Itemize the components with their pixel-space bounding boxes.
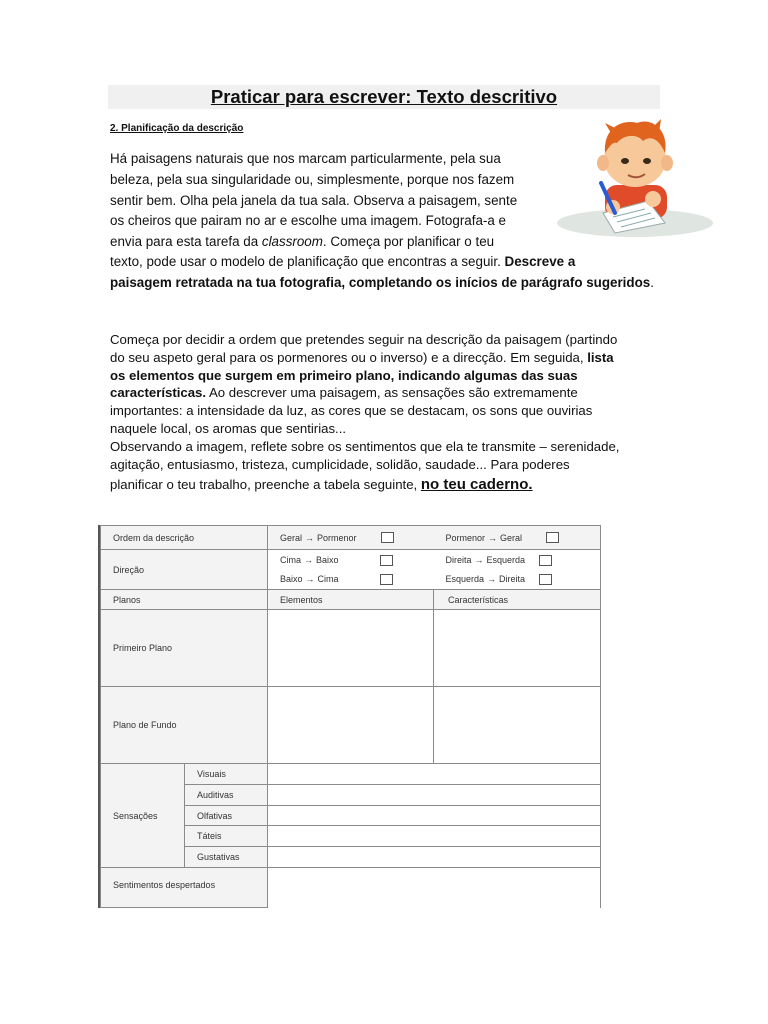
instr-line: naquele local, os aromas que sentirias... [110,420,347,436]
sensacao-cell[interactable] [268,806,601,826]
arrow-right-icon: → [304,554,314,565]
row-direcao [101,550,601,590]
arrow-right-icon: → [488,532,498,543]
elementos-header: Elementos [268,590,434,610]
instr-line [110,349,670,367]
intro-bold: Descreve a [504,254,576,269]
instr-line [110,384,670,402]
instr-bold: características. [110,385,207,401]
opt-to: Pormenor [317,532,357,543]
instr-line [110,367,670,385]
row-planos-header [101,590,601,610]
sensacao-cell[interactable] [268,764,601,785]
arrow-right-icon: → [305,573,315,584]
arrow-right-icon: → [474,554,484,565]
sensacao-label: Visuais [185,764,268,785]
checkbox[interactable] [380,574,393,585]
checkbox[interactable] [380,555,393,566]
intro-line [110,252,670,273]
eye-left [621,158,629,164]
planos-label: Planos [101,590,268,610]
eye-right [643,158,651,164]
section-subtitle: 2. Planificação da descrição [110,123,244,134]
plano-fundo-elementos-cell[interactable] [268,687,434,764]
instr-text: planificar o teu trabalho, preenche a tabela seguinte, [110,477,421,493]
opt-to: Baixo [316,554,339,565]
primeiro-plano-elementos-cell[interactable] [268,610,434,687]
plano-fundo-caracteristicas-cell[interactable] [434,687,601,764]
row-sensacao [101,764,601,785]
checkbox[interactable] [539,574,552,585]
intro-text: . [650,274,654,290]
sentimentos-label: Sentimentos despertados [101,868,268,908]
ear-right [661,155,673,171]
instr-line: Começa por decidir a ordem que pretendes seguir na descrição da paisagem (partindo [110,332,618,347]
intro-text: texto, pode usar o modelo de planificação que encontras a seguir. [110,254,505,269]
boy-writing-illustration [553,113,715,241]
ordem-label: Ordem da descrição [101,526,268,550]
opt-from: Direita [445,554,472,565]
instr-bold: os elementos que surgem em primeiro plano, indicando algumas das suas [110,367,578,383]
sensacao-label: Gustativas [185,847,268,868]
page-title: Praticar para escrever: Texto descritivo [210,86,558,107]
intro-bold: paisagem retratada na tua fotografia, completando os inícios de parágrafo sugeridos [110,274,651,290]
opt-to: Direita [499,573,526,584]
checkbox[interactable] [381,532,394,543]
row-sentimentos [101,868,601,908]
instr-line: importantes: a intensidade da luz, as cores que se destacam, os sons que ouvirias [110,403,593,419]
option-geral-pormenor[interactable] [280,532,394,543]
intro-text: . Começa por planificar o teu [322,234,495,250]
option-direita-esquerda[interactable] [446,551,553,570]
row-primeiro-plano [101,610,601,687]
option-esquerda-direita[interactable] [446,570,553,589]
opt-from: Cima [280,554,302,565]
opt-to: Cima [317,573,339,584]
opt-from: Baixo [280,573,303,584]
planning-table [100,525,601,908]
arrow-right-icon: → [305,532,315,543]
instr-text: do seu aspeto geral para os pormenores ou o inverso) e a direcção. Em seguida, [110,349,588,365]
intro-line: os cheiros que pairam no ar e escolhe uma imagem. Fotografa-a e [110,213,506,229]
intro-line: Há paisagens naturais que nos marcam particularmente, pela sua [110,151,501,166]
row-ordem [101,526,601,550]
instr-text: Ao descrever uma paisagem, as sensações são extremamente [206,385,578,401]
sensacao-label: Táteis [185,826,268,847]
instr-line: Observando a imagem, reflete sobre os sentimentos que ela te transmite – serenidade, [110,438,620,454]
intro-paragraph-continued [110,252,670,294]
sensacao-label: Olfativas [185,806,268,826]
sensacoes-label: Sensações [101,764,185,868]
option-baixo-cima[interactable] [280,570,393,589]
intro-line [110,273,670,294]
fist [645,191,661,207]
intro-line [110,232,550,253]
instr-line: agitação, entusiasmo, tristeza, cumplicidade, solidão, saudade... Para poderes [110,456,570,472]
ear-left [597,155,609,171]
sensacao-cell[interactable] [268,847,601,868]
instr-emphasis: no teu caderno. [420,476,533,494]
instr-bold: lista [587,349,614,365]
intro-text: envia para esta tarefa da [110,234,262,250]
intro-line: sentir bem. Olha pela janela da tua sala. Observa a paisagem, sente [110,192,518,208]
opt-from: Pormenor [445,532,486,543]
opt-to: Esquerda [486,554,526,565]
instructions-paragraph [110,331,670,494]
opt-to: Geral [500,532,523,543]
primeiro-plano-caracteristicas-cell[interactable] [434,610,601,687]
option-cima-baixo[interactable] [280,551,393,570]
row-plano-fundo [101,687,601,764]
sensacao-cell[interactable] [268,785,601,806]
intro-line: beleza, pela sua singularidade ou, simplesmente, porque nos fazem [110,171,515,187]
plano-fundo-label: Plano de Fundo [101,687,268,764]
intro-emphasis: classroom [261,234,323,250]
sensacao-label: Auditivas [185,785,268,806]
direcao-label: Direção [101,550,268,590]
caracteristicas-header: Características [434,590,601,610]
sentimentos-cell[interactable] [268,868,601,908]
instr-line [110,476,670,494]
intro-paragraph [110,149,550,253]
checkbox[interactable] [539,555,552,566]
opt-from: Geral [280,532,303,543]
primeiro-plano-label: Primeiro Plano [101,610,268,687]
option-pormenor-geral[interactable] [446,532,560,543]
sensacao-cell[interactable] [268,826,601,847]
opt-from: Esquerda [445,573,485,584]
arrow-right-icon: → [487,573,497,584]
checkbox[interactable] [546,532,559,543]
